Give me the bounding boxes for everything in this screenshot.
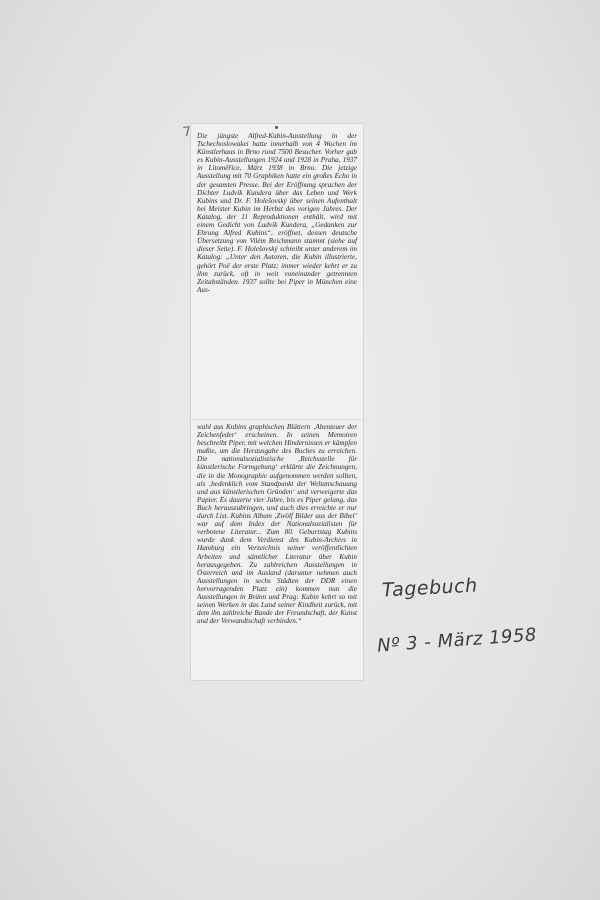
pencil-mark: 7 <box>181 124 193 141</box>
article-text-part-1: Die jüngste Alfred-Kubin-Ausstellung in der Tschechoslowakei hatte innerhalb von 4 Wochen im Künstlerhaus in Brno rund 7500 Besucher. Vorher gab es Kubin-Ausstellungen 1924 und 1928 in Praha, 1937 in Litoměřice, März 1938 in Brno. Die jetzige Ausstellung mit 70 Graphiken hatte ein großes Echo in der gesamten Presse. Bei der Eröffnung sprachen der Dichter Ludvík Kundera über das Leben und Werk Kubins und Dr. F. Holešovský über seinen Aufenthalt bei Meister Kubin im Herbst des vorigen Jahres. Der Katalog, der 11 Reproduktionen enthält, wird mit einem Gedicht von Ludvík Kundera, „Gedanken zur Ehrung Alfred Kubins“, eröffnet, dessen deutsche Übersetzung von Vilém Reichmann stammt (siehe auf dieser Seite). F. Holešovský schreibt unter anderem im Katalog: „Unter den Autoren, die Kubin illustrierte, gehört Poë der erste Platz; immer wieder kehrt er zu ihm zurück, oft in weit voneinander getrennten Zeitabständen. 1937 sollte bei Piper in München eine Aus- <box>197 132 357 294</box>
clipping-part-lower <box>191 419 363 681</box>
clipping-part-upper <box>181 124 363 418</box>
article-text-part-2: wahl aus Kubins graphischen Blättern ‚Abenteuer der Zeichenfeder‘ erscheinen. In seinen Memoiren beschreibt Piper, mit welchen Hindernissen er kämpfen mußte, um die Herausgabe des Buches zu erreichen. Die nationalsozialistische ‚Reichsstelle für künstlerische Formgebung‘ erklärte die Zeichnungen, die in die Monographie aufgenommen werden sollten, als ‚bedenklich vom Standpunkt der Weltanschauung und aus künstlerischen Gründen‘ und verweigerte das Papier. Es dauerte vier Jahre, bis es Piper gelang, das Buch herauszubringen, und auch dies erreichte er nur durch List. Kubins Album ‚Zwölf Bilder aus der Bibel‘ war auf dem Index der Nationalsozialisten für verbotene Literatur... Zum 80. Geburtstag Kubins wurde dank dem Verdienst des Kubin-Archivs in Hamburg ein Verzeichnis seiner veröffentlichten Arbeiten und sämtlicher Literatur über Kubin herausgegeben. Zu zahlreichen Ausstellungen in Österreich und im Ausland (darunter nehmen auch Ausstellungen in sechs Städten der DDR einen hervorragenden Platz ein) kommen nun die Ausstellungen in Brünn und Prag: Kubin kehrt so mit seinen Werken in das Land seiner Kindheit zurück, mit dem ihn zahlreiche Bande der Freundschaft, der Kunst und der Verwandtschaft verbinden.“ <box>197 423 357 626</box>
newspaper-clipping <box>181 124 363 680</box>
dot-mark <box>275 126 278 129</box>
handwritten-note-issue: Nº 3 - März 1958 <box>376 624 538 657</box>
handwritten-note-title: Tagebuch <box>381 574 479 602</box>
